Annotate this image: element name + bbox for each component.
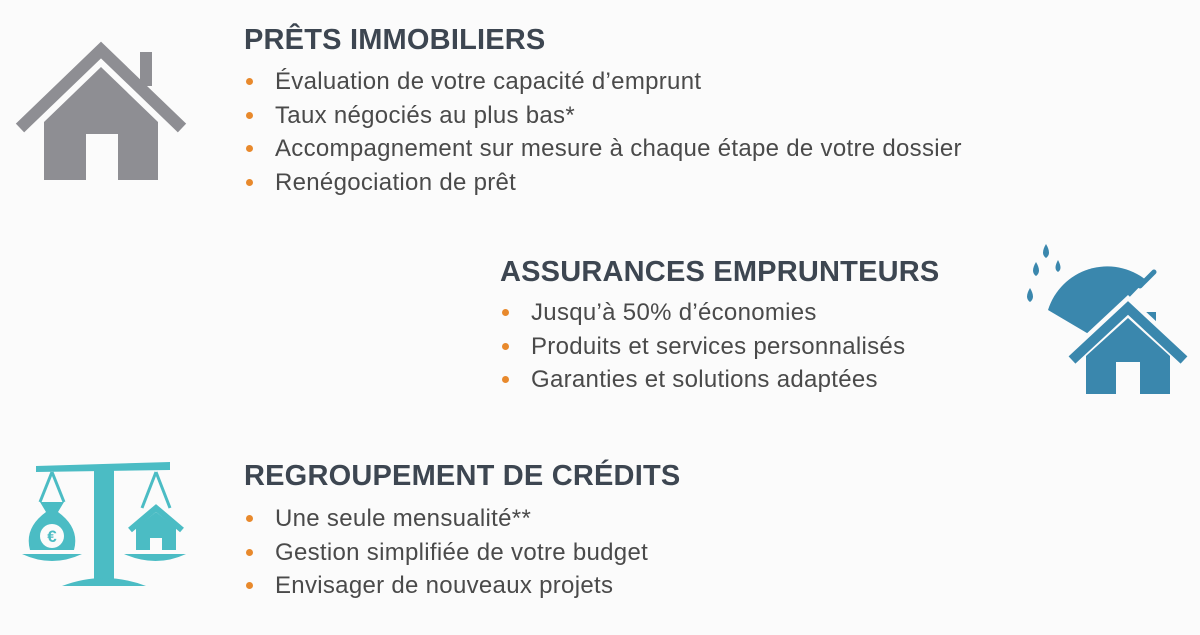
- balance-scale-icon: [18, 458, 188, 594]
- section-prets-immobiliers: [244, 22, 962, 199]
- bullet-icon: [246, 515, 253, 522]
- svg-text:€: €: [47, 527, 57, 546]
- bullet-icon: [502, 376, 509, 383]
- umbrella-house-icon: [1022, 240, 1188, 396]
- bullet-icon: [246, 145, 253, 152]
- section-assurances-emprunteurs: [500, 254, 939, 397]
- section-title: REGROUPEMENT DE CRÉDITS: [244, 460, 681, 492]
- section-title: ASSURANCES EMPRUNTEURS: [500, 256, 940, 288]
- bullet-icon: [246, 179, 253, 186]
- list-item: Renégociation de prêt: [244, 166, 962, 200]
- bullet-icon: [246, 582, 253, 589]
- list-item: Gestion simplifiée de votre budget: [244, 536, 680, 570]
- list-item: Une seule mensualité**: [244, 502, 680, 536]
- bullet-list: [244, 502, 680, 603]
- bullet-icon: [246, 549, 253, 556]
- section-regroupement-credits: [244, 458, 680, 603]
- bullet-icon: [502, 309, 509, 316]
- list-item: Évaluation de votre capacité d’emprunt: [244, 65, 962, 99]
- list-item: Envisager de nouveaux projets: [244, 569, 680, 603]
- bullet-icon: [246, 78, 253, 85]
- bullet-list: [500, 296, 939, 397]
- house-icon: [14, 36, 188, 182]
- list-item: Produits et services personnalisés: [500, 330, 939, 364]
- list-item: Garanties et solutions adaptées: [500, 363, 939, 397]
- bullet-icon: [246, 112, 253, 119]
- bullet-list: [244, 65, 962, 199]
- list-item: Jusqu’à 50% d’économies: [500, 296, 939, 330]
- list-item: Accompagnement sur mesure à chaque étape de votre dossier: [244, 132, 962, 166]
- list-item: Taux négociés au plus bas*: [244, 99, 962, 133]
- bullet-icon: [502, 343, 509, 350]
- section-title: PRÊTS IMMOBILIERS: [244, 24, 546, 56]
